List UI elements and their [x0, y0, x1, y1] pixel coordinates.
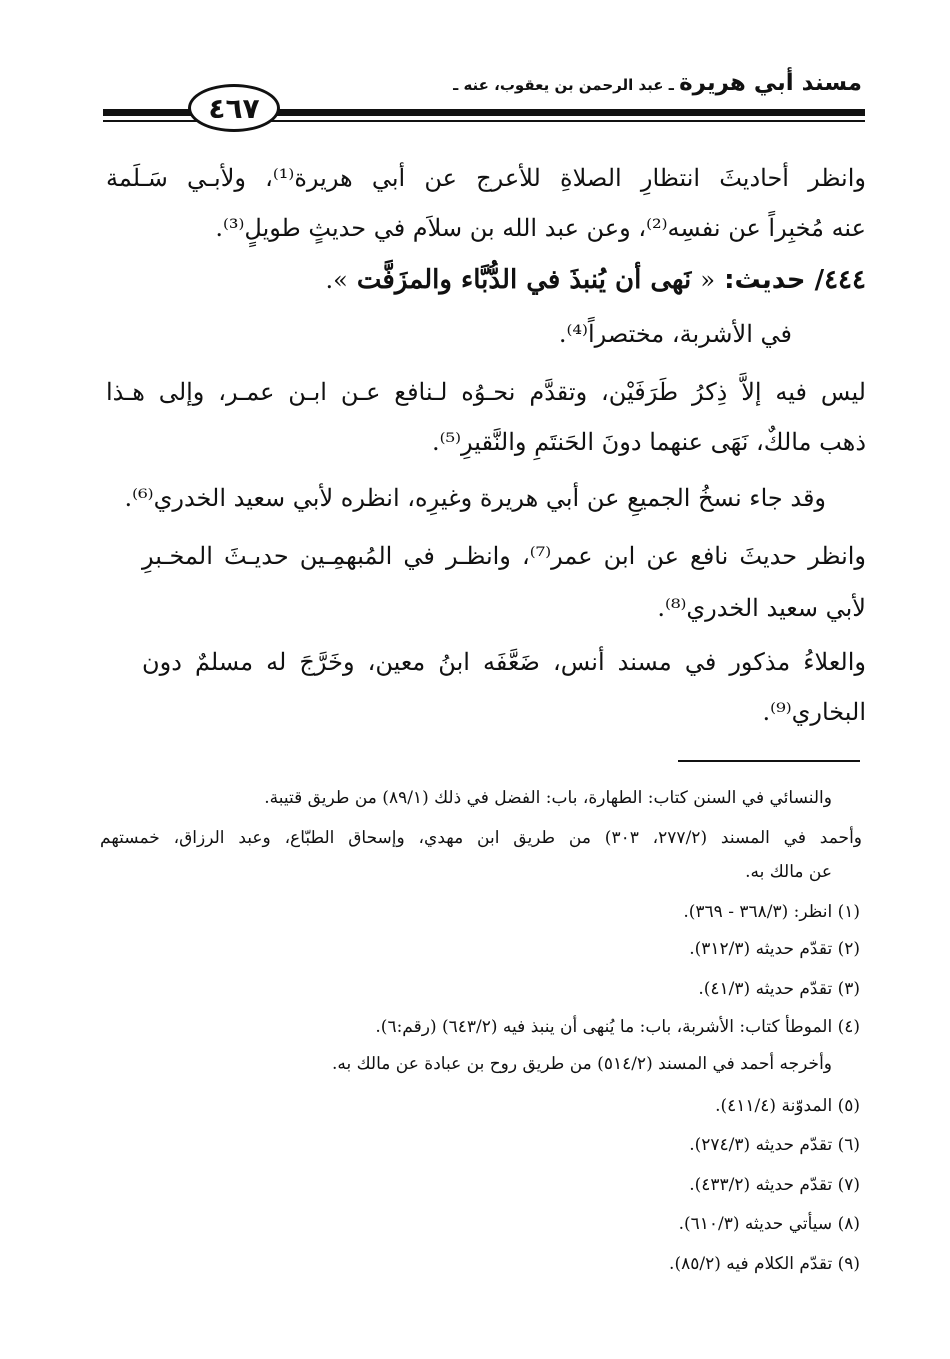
header-title-sub: ـ عبد الرحمن بن يعقوب، عنه ـ: [453, 76, 680, 94]
footnote-1: (١) انظر: (٣٦٨/٣ - ٣٦٩).: [683, 902, 860, 922]
body-line-4: ليس فيه إلاَّ ذِكرُ طَرَفَيْن، وتقدَّم نحـوُه لـنافع عـن ابـن عمـر، وإلى هـذا: [106, 378, 866, 406]
body-line-10: البخاري⁽⁹⁾.: [762, 698, 866, 726]
page-number: ٤٦٧: [208, 91, 260, 125]
footnote-2: (٢) تقدّم حديثه (٣١٢/٣).: [689, 939, 860, 959]
footnote-4: (٤) الموطأ كتاب: الأشربة، باب: ما يُنهى أن ينبذ فيه (٦٤٣/٢) (رقم:٦).: [375, 1017, 860, 1037]
hadith-number: ٤٤٤/: [814, 265, 866, 295]
footnote-9: (٩) تقدّم الكلام فيه (٨٥/٢).: [669, 1254, 860, 1274]
body-line-3: في الأشربة، مختصراً⁽⁴⁾.: [558, 320, 792, 348]
hadith-label: حديث:: [724, 265, 806, 295]
body-line-5: ذهب مالكٌ، نَهَى عنهما دونَ الحَنتَمِ والنَّقيرِ⁽⁵⁾.: [431, 428, 866, 456]
footnote-separator: [678, 760, 860, 762]
page-number-badge: [188, 84, 280, 132]
body-line-9: والعلاءُ مذكور في مسند أنس، ضَعَّفَه ابنُ معين، وخَرَّجَ له مسلمٌ دون: [142, 648, 866, 676]
body-line-8: لأبي سعيد الخدري⁽⁸⁾.: [657, 594, 866, 622]
running-header: [432, 70, 862, 96]
footnote-4-continued: وأخرجه أحمد في المسند (٥١٤/٢) من طريق روح بن عبادة عن مالك به.: [331, 1054, 832, 1074]
footnote-7: (٧) تقدّم حديثه (٤٣٣/٢).: [689, 1175, 860, 1195]
footnote-8: (٨) سيأتي حديثه (٦١٠/٣).: [678, 1214, 860, 1234]
footnote-6: (٦) تقدّم حديثه (٢٧٤/٣).: [689, 1135, 860, 1155]
hadith-quote-close: ».: [325, 266, 348, 294]
footnote-line-3: عن مالك به.: [745, 862, 832, 882]
body-line-2: عنه مُخبِراً عن نفسِه⁽²⁾، وعن عبد الله بن سلاَم في حديثٍ طويلٍ⁽³⁾.: [215, 214, 866, 242]
body-line-7: وانظر حديثَ نافع عن ابن عمر⁽⁷⁾، وانظـر في المُبهمِـين حديـثَ المخـبرِ: [142, 542, 867, 570]
body-line-6: وقد جاء نسخُ الجميعِ عن أبي هريرة وغيرِه، انظره لأبي سعيد الخدري⁽⁶⁾.: [124, 484, 826, 512]
footnote-3: (٣) تقدّم حديثه (٤١/٣).: [698, 979, 860, 999]
hadith-quote-open: «: [700, 266, 716, 294]
body-line-1: وانظر أحاديثَ انتظارِ الصلاةِ للأعرج عن أبي هريرة⁽¹⁾، ولأبـي سَـلَمة: [106, 164, 866, 192]
hadith-heading: [106, 262, 866, 298]
footnote-line-1: والنسائي في السنن كتاب: الطهارة، باب: الفضل في ذلك (٨٩/١) من طريق قتيبة.: [264, 788, 832, 808]
footnote-5: (٥) المدوّنة (٤١١/٤).: [715, 1096, 860, 1116]
hadith-text: نَهى أن يُنبذَ في الدُّبَّاء والمزَفَّت: [356, 265, 692, 295]
header-title-main: مسند أبي هريرة: [679, 70, 862, 96]
footnote-line-2: وأحمد في المسند (٢٧٧/٢، ٣٠٣) من طريق ابن مهدي، وإسحاق الطبّاع، وعبد الرزاق، خمستهم: [100, 828, 863, 848]
